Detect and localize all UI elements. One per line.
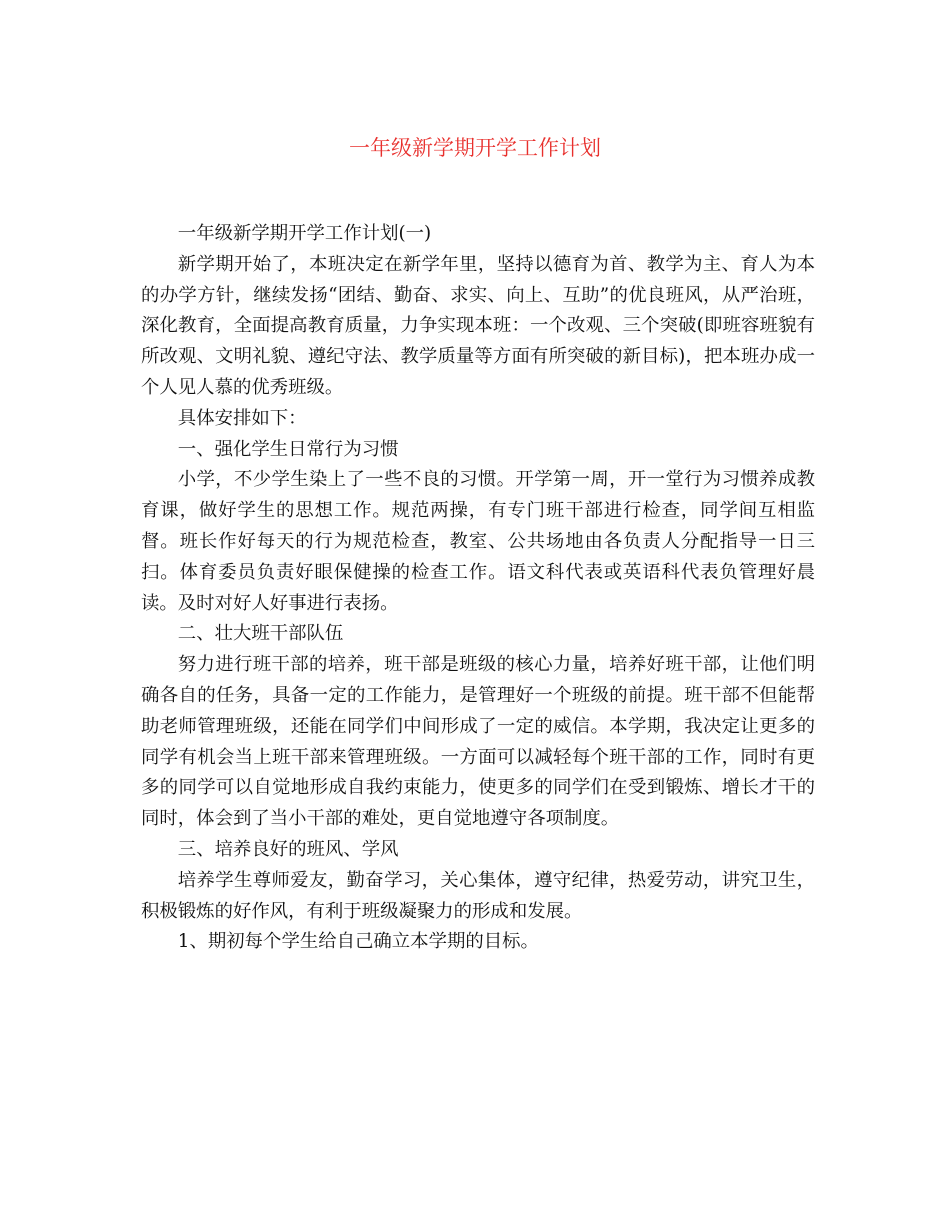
document-body bbox=[141, 219, 815, 958]
section-heading-2: 二、壮大班干部队伍 bbox=[177, 623, 344, 645]
section-heading-3: 三、培养良好的班风、学风 bbox=[177, 838, 399, 860]
section-body-1: 小学，不少学生染上了一些不良的习惯。开学第一周，开一堂行为习惯养成教育课，做好学生的思想工作。规范两操，有专门班干部进行检查，同学间互相监督。班长作好每天的行为规范检查，教室、公共场地由各负责人分配指导一日三扫。体育委员负责好眼保健操的检查工作。语文科代表或英语科代表负管理好晨读。及时对好人好事进行表扬。 bbox=[141, 469, 815, 614]
subtitle-paragraph: 一年级新学期开学工作计划(一) bbox=[177, 223, 432, 244]
arrangement-paragraph: 具体安排如下： bbox=[177, 407, 307, 429]
section-heading-1: 一、强化学生日常行为习惯 bbox=[177, 438, 399, 460]
list-item-1: 1、期初每个学生给自己确立本学期的目标。 bbox=[177, 931, 539, 953]
section-body-2: 努力进行班干部的培养，班干部是班级的核心力量，培养好班干部，让他们明确各自的任务，具备一定的工作能力，是管理好一个班级的前提。班干部不但能帮助老师管理班级，还能在同学们中间形成了一定的威信。本学期，我决定让更多的同学有机会当上班干部来管理班级。一方面可以减轻每个班干部的工作，同时有更多的同学可以自觉地形成自我约束能力，使更多的同学们在受到锻炼、增长才干的同时，体会到了当小干部的难处，更自觉地遵守各项制度。 bbox=[141, 654, 815, 830]
intro-paragraph: 新学期开始了，本班决定在新学年里，坚持以德育为首、教学为主、育人为本的办学方针，继续发扬“团结、勤奋、求实、向上、互助”的优良班风，从严治班，深化教育，全面提高教育质量，力争实现本班：一个改观、三个突破(即班容班貌有所改观、文明礼貌、遵纪守法、教学质量等方面有所突破的新目标)，把本班办成一个人见人慕的优秀班级。 bbox=[141, 253, 815, 398]
document-title: 一年级新学期开学工作计划 bbox=[349, 136, 601, 160]
section-body-3: 培养学生尊师爱友，勤奋学习，关心集体，遵守纪律，热爱劳动，讲究卫生，积极锻炼的好作风，有利于班级凝聚力的形成和发展。 bbox=[141, 869, 815, 922]
